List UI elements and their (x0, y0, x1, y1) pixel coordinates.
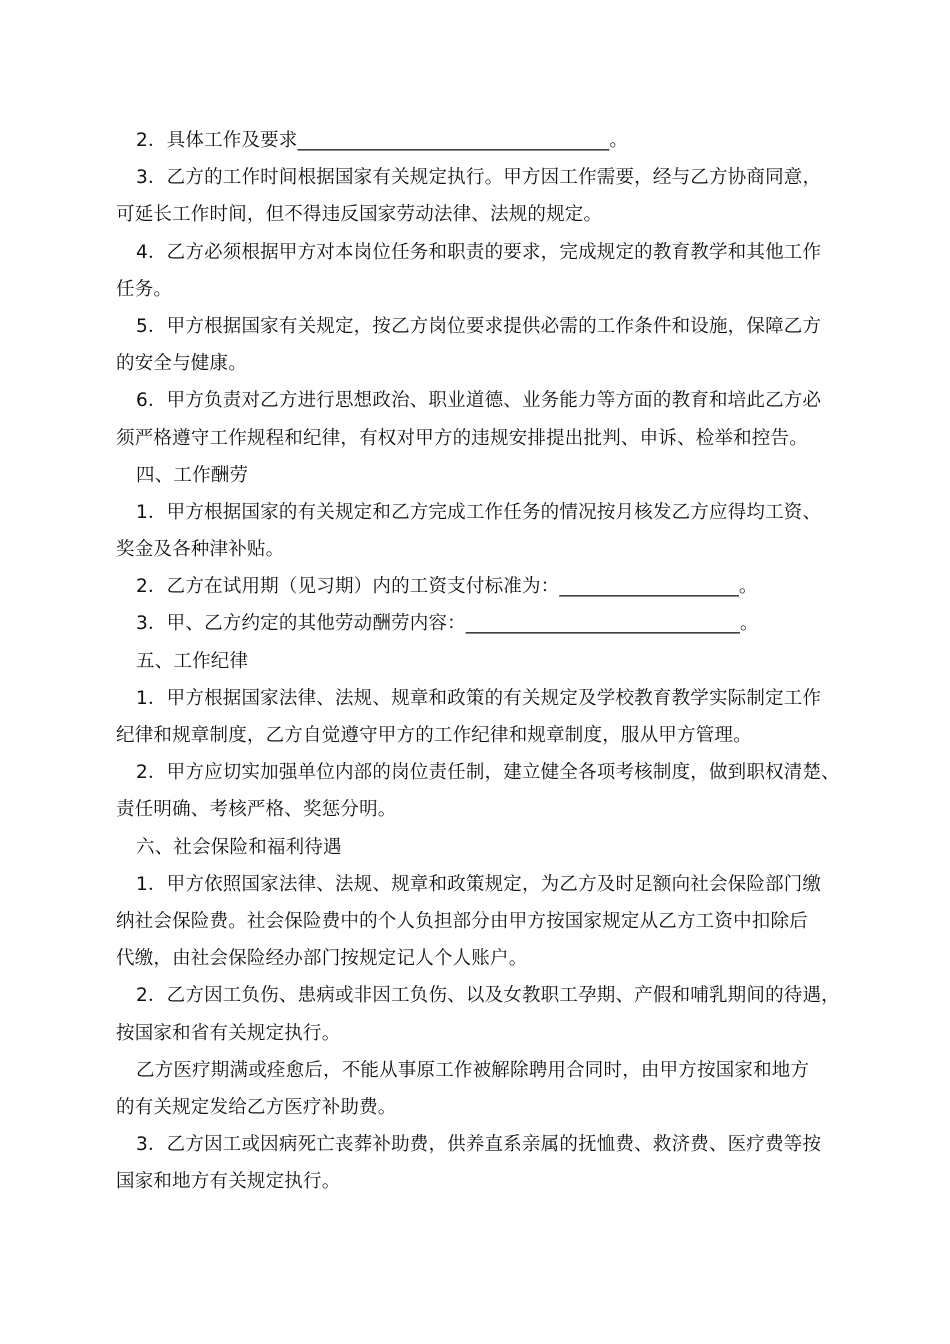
clause-continuation: 纪律和规章制度，乙方自觉遵守甲方的工作纪律和规章制度，服从甲方管理。 (116, 725, 752, 746)
section-heading: 六、社会保险和福利待遇 (136, 836, 342, 858)
clause-continuation: 奖金及各种津补贴。 (116, 539, 285, 561)
clause-continuation: 可延长工作时间，但不得违反国家劳动法律、法规的规定。 (116, 204, 603, 226)
clause-line: 4．乙方必须根据甲方对本岗位任务和职责的要求，完成规定的教育教学和其他工作 (136, 241, 822, 263)
section-heading: 四、工作酬劳 (136, 464, 249, 486)
clause-line: 2．甲方应切实加强单位内部的岗位责任制，建立健全各项考核制度，做到职权清楚、 (136, 762, 840, 784)
clause-line: 乙方医疗期满或痊愈后，不能从事原工作被解除聘用合同时，由甲方按国家和地方 (136, 1059, 810, 1081)
clause-line: 2．乙方因工负伤、患病或非因工负伤、以及女教职工孕期、产假和哺乳期间的待遇， (136, 985, 840, 1007)
clause-continuation: 国家和地方有关规定执行。 (116, 1171, 341, 1193)
clause-line: 3．乙方的工作时间根据国家有关规定执行。甲方因工作需要，经与乙方协商同意， (136, 167, 822, 189)
clause-line: 1．甲方依照国家法律、法规、规章和政策规定，为乙方及时足额向社会保险部门缴 (136, 873, 822, 895)
clause-continuation: 责任明确、考核严格、奖惩分明。 (116, 799, 397, 821)
clause-continuation: 按国家和省有关规定执行。 (116, 1022, 341, 1044)
clause-line: 3．甲、乙方约定的其他劳动酬劳内容：_____________________________。 (136, 613, 759, 635)
clause-continuation: 任务。 (116, 278, 173, 300)
clause-continuation: 的安全与健康。 (116, 353, 247, 375)
clause-line: 2．乙方在试用期（见习期）内的工资支付标准为：___________________。 (136, 576, 758, 598)
clause-continuation: 须严格遵守工作规程和纪律，有权对甲方的违规安排提出批判、申诉、检举和控告。 (116, 427, 808, 449)
clause-continuation: 代缴，由社会保险经办部门按规定记人个人账户。 (116, 948, 528, 970)
clause-continuation: 的有关规定发给乙方医疗补助费。 (116, 1096, 397, 1118)
document-body (116, 122, 850, 1200)
clause-line: 1．甲方根据国家法律、法规、规章和政策的有关规定及学校教育教学实际制定工作 (136, 687, 822, 709)
clause-line: 5．甲方根据国家有关规定，按乙方岗位要求提供必需的工作条件和设施，保障乙方 (136, 315, 822, 337)
clause-line: 3．乙方因工或因病死亡丧葬补助费，供养直系亲属的抚恤费、救济费、医疗费等按 (136, 1134, 822, 1156)
clause-line: 6．甲方负责对乙方进行思想政治、职业道德、业务能力等方面的教育和培此乙方必 (136, 390, 822, 412)
clause-line: 1．甲方根据国家的有关规定和乙方完成工作任务的情况按月核发乙方应得均工资、 (136, 501, 822, 523)
clause-continuation: 纳社会保险费。社会保险费中的个人负担部分由甲方按国家规定从乙方工资中扣除后 (116, 910, 808, 932)
clause-line: 2．具体工作及要求_________________________________。 (136, 130, 629, 151)
section-heading: 五、工作纪律 (136, 650, 249, 672)
